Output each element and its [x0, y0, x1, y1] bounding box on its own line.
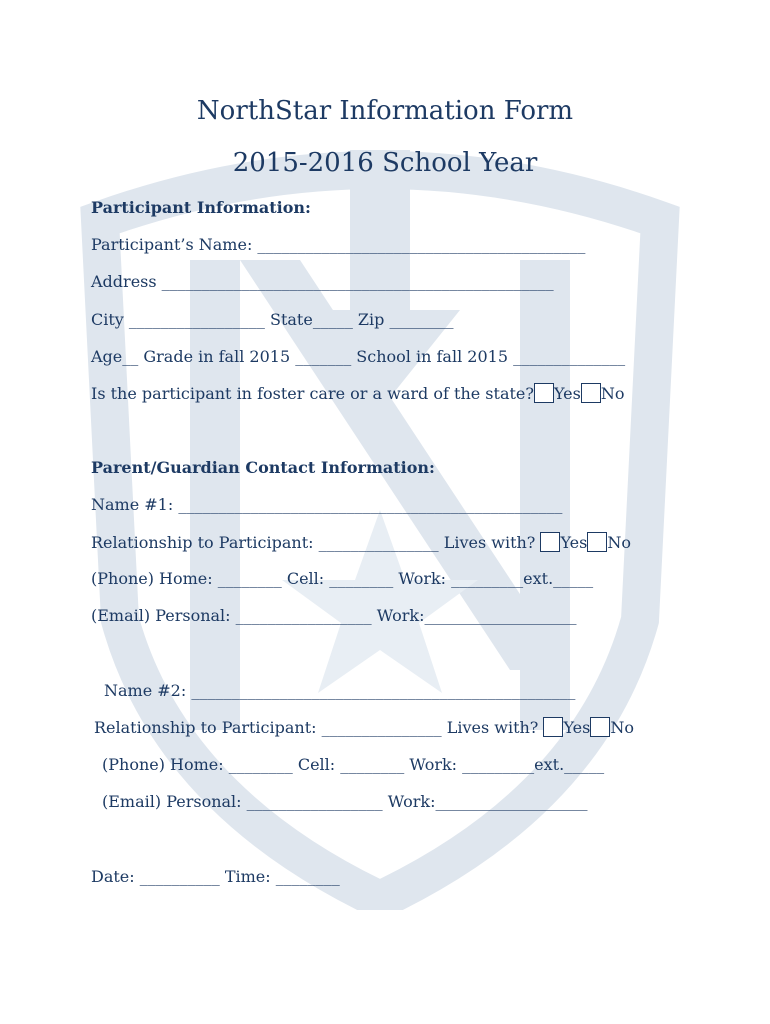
form-title: NorthStar Information Form — [196, 96, 574, 126]
participant-name-field[interactable]: Participant’s Name: _________________________________________ — [91, 235, 586, 254]
guardian1-email-field[interactable]: (Email) Personal: _________________ Work:___________________ — [91, 606, 577, 625]
guardian1-phone-field[interactable]: (Phone) Home: ________ Cell: ________ Work: _________ext._____ — [91, 569, 594, 588]
guardian1-lives-yes-checkbox[interactable] — [540, 532, 560, 552]
guardian2-name-field[interactable]: Name #2: ________________________________________________ — [104, 681, 576, 700]
guardian1-no-label: No — [607, 533, 631, 552]
foster-care-row — [91, 383, 624, 403]
foster-yes-checkbox[interactable] — [534, 383, 554, 403]
guardian2-relationship-row — [94, 717, 634, 737]
guardian2-phone-field[interactable]: (Phone) Home: ________ Cell: ________ Work: _________ext._____ — [102, 755, 605, 774]
foster-care-question: Is the participant in foster care or a ward of the state? — [91, 384, 534, 403]
guardian-heading: Parent/Guardian Contact Information: — [91, 458, 435, 477]
guardian1-relationship-row — [91, 532, 631, 552]
foster-no-checkbox[interactable] — [581, 383, 601, 403]
guardian2-lives-no-checkbox[interactable] — [590, 717, 610, 737]
guardian1-lives-no-checkbox[interactable] — [587, 532, 607, 552]
guardian2-email-field[interactable]: (Email) Personal: _________________ Work:___________________ — [102, 792, 588, 811]
city-state-zip-field[interactable]: City _________________ State_____ Zip ________ — [91, 310, 454, 329]
guardian2-lives-yes-checkbox[interactable] — [543, 717, 563, 737]
age-grade-school-field[interactable]: Age__ Grade in fall 2015 _______ School in fall 2015 ______________ — [91, 347, 626, 366]
foster-no-label: No — [600, 384, 625, 403]
guardian1-yes-label: Yes — [560, 533, 588, 552]
date-time-field[interactable]: Date: __________ Time: ________ — [91, 867, 340, 886]
foster-yes-label: Yes — [553, 384, 581, 403]
participant-heading: Participant Information: — [91, 198, 311, 217]
form-subtitle: 2015-2016 School Year — [232, 148, 538, 178]
address-field[interactable]: Address _________________________________________________ — [91, 272, 554, 291]
guardian1-name-field[interactable]: Name #1: ________________________________________________ — [91, 495, 563, 514]
guardian2-relationship-field[interactable]: Relationship to Participant: _______________ Lives with? — [94, 718, 539, 737]
guardian2-yes-label: Yes — [563, 718, 591, 737]
guardian2-no-label: No — [610, 718, 634, 737]
guardian1-relationship-field[interactable]: Relationship to Participant: _______________ Lives with? — [91, 533, 536, 552]
